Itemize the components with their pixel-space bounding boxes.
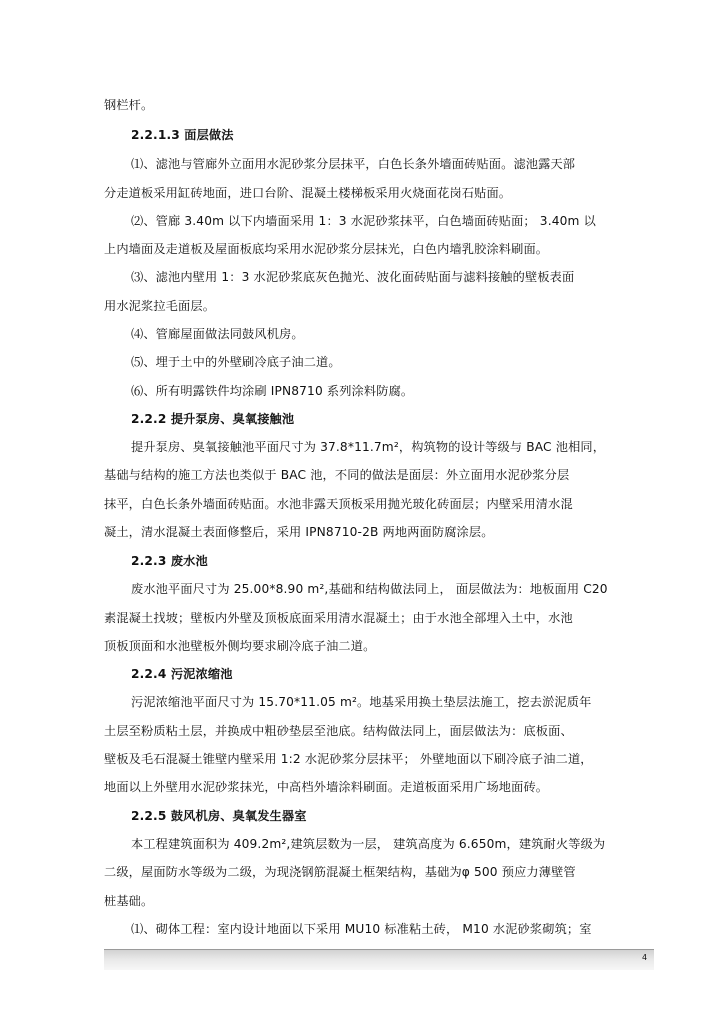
text-line: 废水池平面尺寸为 25.00*8.90 m²,基础和结构做法同上， 面层做法为：地板面用 C20 bbox=[131, 582, 608, 596]
text-line: ⑴、滤池与管廊外立面用水泥砂浆分层抹平，白色长条外墙面砖贴面。滤池露天部 bbox=[131, 157, 576, 171]
text-line: 凝土，清水混凝土表面修整后，采用 IPN8710-2B 两地两面防腐涂层。 bbox=[104, 525, 494, 539]
text-line: 钢栏杆。 bbox=[104, 98, 154, 112]
text-line: ⑸、埋于土中的外壁刷冷底子油二道。 bbox=[131, 355, 341, 369]
text-line: 土层至粉质粘土层，并换成中粗砂垫层至池底。结构做法同上，面层做法为：底板面、 bbox=[104, 724, 573, 738]
text-line: ⑹、所有明露铁件均涂刷 IPN8710 系列涂料防腐。 bbox=[131, 384, 414, 398]
section-heading: 2.2.5 鼓风机房、臭氧发生器室 bbox=[131, 809, 307, 823]
text-line: 地面以上外壁用水泥砂浆抹光，中高档外墙涂料刷面。走道板面采用广场地面砖。 bbox=[104, 780, 549, 794]
text-line: ⑴、砌体工程：室内设计地面以下采用 MU10 标准粘土砖， M10 水泥砂浆砌筑；室 bbox=[131, 922, 592, 936]
text-line: 用水泥浆拉毛面层。 bbox=[104, 299, 216, 313]
page-footer-band bbox=[104, 949, 654, 970]
page-number: 4 bbox=[642, 953, 648, 962]
text-line: 分走道板采用缸砖地面，进口台阶、混凝土楼梯板采用火烧面花岗石贴面。 bbox=[104, 186, 512, 200]
text-line: 抹平，白色长条外墙面砖贴面。水池非露天顶板采用抛光玻化砖面层；内壁采用清水混 bbox=[104, 497, 573, 511]
text-line: 本工程建筑面积为 409.2m²,建筑层数为一层， 建筑高度为 6.650m，建筑耐火等级为 bbox=[131, 837, 606, 851]
text-line: 顶板顶面和水池壁板外侧均要求刷冷底子油二道。 bbox=[104, 639, 376, 653]
text-line: 污泥浓缩池平面尺寸为 15.70*11.05 m²。地基采用换土垫层法施工，挖去淤泥质年 bbox=[131, 695, 592, 709]
text-line: 壁板及毛石混凝土锥壁内壁采用 1:2 水泥砂浆分层抹平； 外壁地面以下刷冷底子油二道， bbox=[104, 752, 593, 766]
text-line: ⑶、滤池内壁用 1：3 水泥砂浆底灰色抛光、波化面砖贴面与滤料接触的壁板表面 bbox=[131, 270, 575, 284]
section-heading: 2.2.4 污泥浓缩池 bbox=[131, 667, 233, 681]
text-line: 素混凝土找坡；壁板内外壁及顶板底面采用清水混凝土；由于水池全部埋入土中，水池 bbox=[104, 611, 573, 625]
text-line: 基础与结构的施工方法也类似于 BAC 池，不同的做法是面层：外立面用水泥砂浆分层 bbox=[104, 468, 570, 482]
text-line: 提升泵房、臭氧接触池平面尺寸为 37.8*11.7m²，构筑物的设计等级与 BAC 池相同， bbox=[131, 440, 606, 454]
text-line: ⑷、管廊屋面做法同鼓风机房。 bbox=[131, 327, 304, 341]
text-line: 上内墙面及走道板及屋面板底均采用水泥砂浆分层抹光，白色内墙乳胶涂料刷面。 bbox=[104, 242, 549, 256]
text-line: ⑵、管廊 3.40m 以下内墙面采用 1：3 水泥砂浆抹平，白色墙面砖贴面； 3.40m 以 bbox=[131, 214, 596, 228]
section-heading: 2.2.2 提升泵房、臭氧接触池 bbox=[131, 412, 295, 426]
text-line: 二级，屋面防水等级为二级，为现浇钢筋混凝土框架结构，基础为φ 500 预应力薄壁管 bbox=[104, 865, 576, 879]
section-heading: 2.2.3 废水池 bbox=[131, 554, 208, 568]
text-line: 桩基础。 bbox=[104, 894, 154, 908]
section-heading: 2.2.1.3 面层做法 bbox=[131, 128, 234, 142]
